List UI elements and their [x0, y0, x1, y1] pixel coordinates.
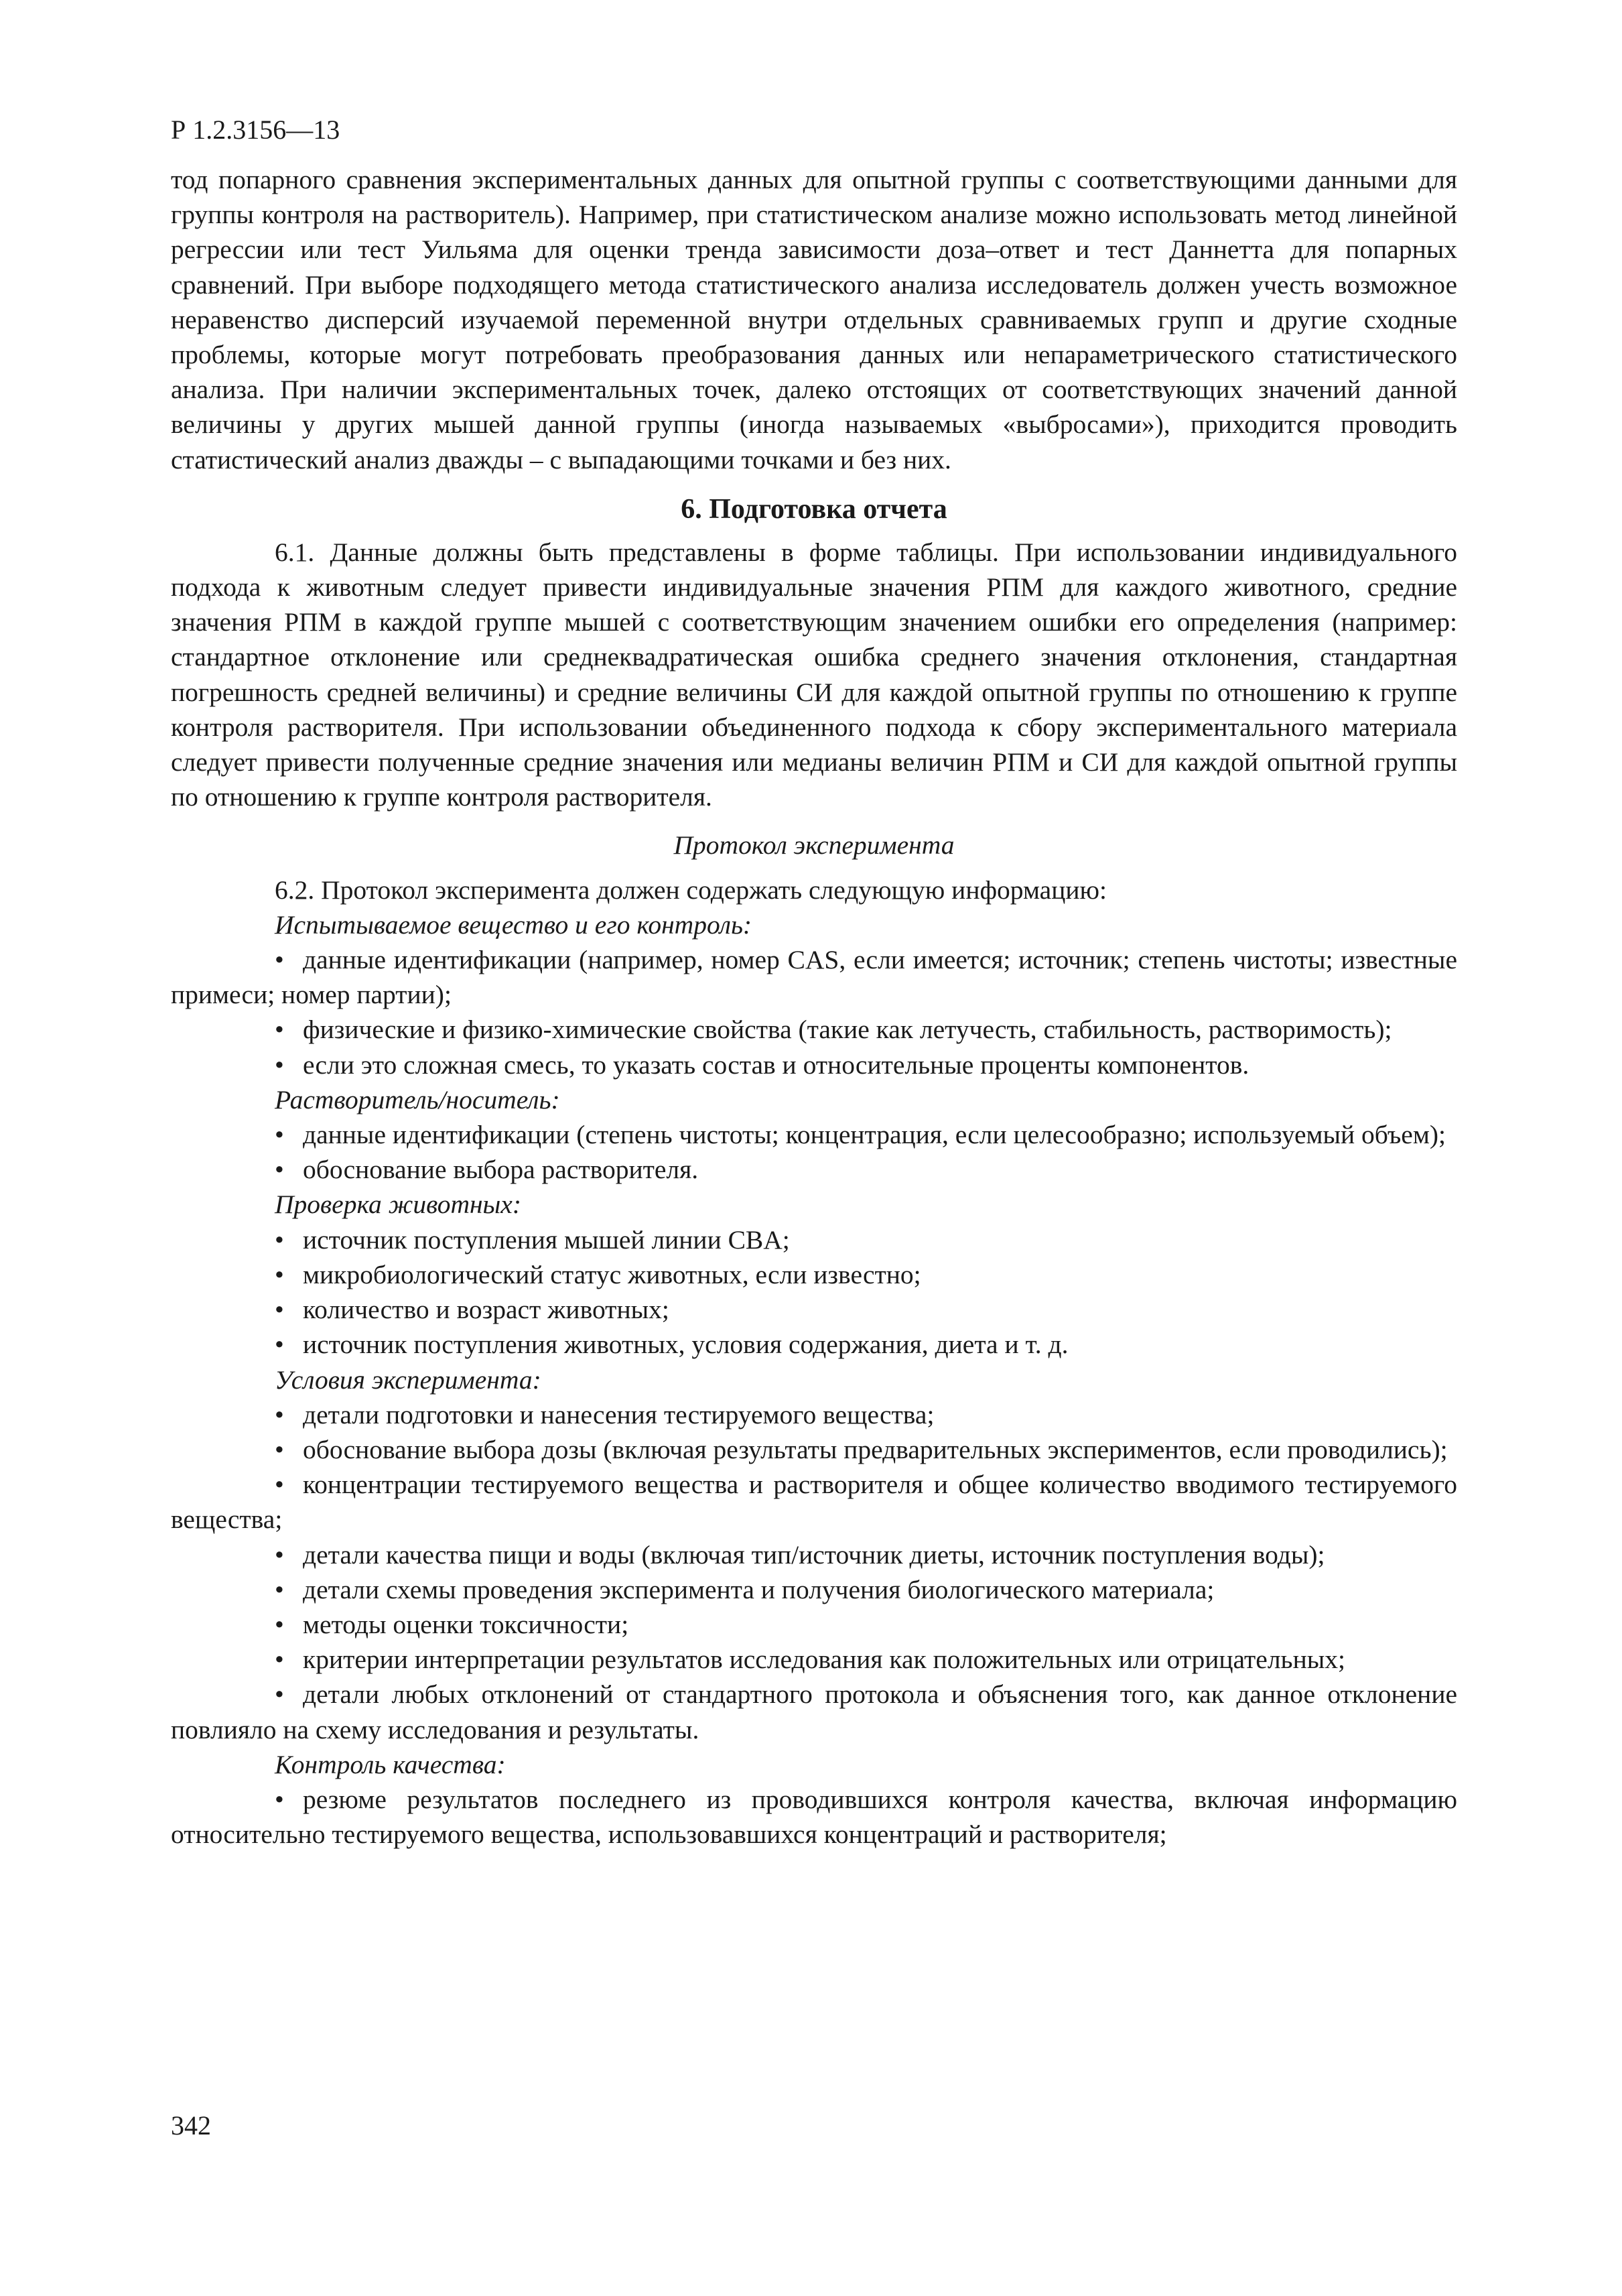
group-label-solvent: Растворитель/носитель: — [275, 1084, 560, 1114]
list-quality-control — [171, 1782, 1457, 1852]
bullet-icon: • — [275, 945, 284, 975]
bullet-icon: • — [275, 1295, 284, 1325]
list-item: • детали качества пищи и воды (включая тип/источник диеты, источник поступления воды); — [171, 1537, 1457, 1572]
list-test-substance — [171, 942, 1457, 1082]
list-item: • резюме результатов последнего из проводившихся контроля качества, включая информацию относительно тестируемого вещества, использовавшихся концентраций и растворителя; — [171, 1782, 1457, 1852]
list-item: • физические и физико-химические свойства (такие как летучесть, стабильность, растворимость); — [171, 1012, 1457, 1047]
list-animals — [171, 1222, 1457, 1362]
bullet-icon: • — [275, 1574, 284, 1604]
bullet-icon: • — [275, 1470, 284, 1500]
bullet-icon: • — [275, 1609, 284, 1639]
bullet-icon: • — [275, 1399, 284, 1429]
group-label-test-substance: Испытываемое вещество и его контроль: — [275, 909, 752, 940]
list-item: • если это сложная смесь, то указать состав и относительные проценты компонентов. — [171, 1047, 1457, 1082]
bullet-icon: • — [275, 1120, 284, 1150]
list-item: • источник поступления мышей линии CBA; — [171, 1222, 1457, 1257]
bullet-icon: • — [275, 1679, 284, 1710]
paragraph-6-2: 6.2. Протокол эксперимента должен содержать следующую информацию: — [275, 875, 1107, 905]
group-label-conditions: Условия эксперимента: — [275, 1364, 541, 1395]
list-item: • микробиологический статус животных, если известно; — [171, 1257, 1457, 1292]
bullet-icon: • — [275, 1434, 284, 1464]
intro-paragraph: тод попарного сравнения экспериментальных данных для опытной группы с соответствующими данными для группы контроля на растворитель). Например, при статистическом анализе можно использовать метод линейной регрессии или тест Уильяма для оценки тренда зависимости доза–ответ и тест Даннетта для попарных сравнений. При выборе подходящего метода статистического анализа исследователь должен учесть возможное неравенство дисперсий изучаемой переменной внутри отдельных сравниваемых групп и другие сходные проблемы, которые могут потребовать преобразования данных или непараметрического статистического анализа. При наличии экспериментальных точек, далеко отстоящих от соответствующих значений данной величины у других мышей данной группы (иногда называемых «выбросами»), приходится проводить статистический анализ дважды – с выпадающими точками и без них. — [171, 165, 1457, 474]
bullet-icon: • — [275, 1645, 284, 1675]
list-solvent — [171, 1117, 1457, 1187]
list-item: • обоснование выбора растворителя. — [171, 1152, 1457, 1187]
protocol-subtitle: Протокол эксперимента — [673, 830, 955, 860]
list-item: • детали любых отклонений от стандартного протокола и объяснения того, как данное отклонение повлияло на схему исследования и результаты. — [171, 1677, 1457, 1746]
list-item: • данные идентификации (степень чистоты; концентрация, если целесообразно; используемый объем); — [171, 1117, 1457, 1152]
list-item: • детали схемы проведения эксперимента и получения биологического материала; — [171, 1572, 1457, 1607]
bullet-icon: • — [275, 1259, 284, 1289]
page-number: 342 — [171, 2110, 211, 2141]
group-label-animals: Проверка животных: — [275, 1190, 521, 1220]
list-item: • критерии интерпретации результатов исследования как положительных или отрицательных; — [171, 1642, 1457, 1677]
bullet-icon: • — [275, 1224, 284, 1255]
paragraph-6-1: 6.1. Данные должны быть представлены в форме таблицы. При использовании индивидуального подхода к животным следует привести индивидуальные значения РПМ для каждого животного, средние значения РПМ в каждой группе мышей с соответствующим значением ошибки его определения (например: стандартное отклонение или среднеквадратическая ошибка среднего значения отклонения, стандартная погрешность средней величины) и средние величины СИ для каждой опытной группы по отношению к группе контроля растворителя. При использовании объединенного подхода к сбору экспериментального материала следует привести полученные средние значения или медианы величин РПМ и СИ для каждой опытной группы по отношению к группе контроля растворителя. — [171, 537, 1457, 812]
list-conditions — [171, 1397, 1457, 1747]
bullet-icon: • — [275, 1539, 284, 1570]
document-page — [171, 113, 1457, 1852]
list-item: • методы оценки токсичности; — [171, 1607, 1457, 1642]
bullet-icon: • — [275, 1049, 284, 1080]
list-item: • источник поступления животных, условия содержания, диета и т. д. — [171, 1327, 1457, 1362]
list-item: • концентрации тестируемого вещества и растворителя и общее количество вводимого тестируемого вещества; — [171, 1467, 1457, 1537]
bullet-icon: • — [275, 1155, 284, 1185]
group-label-quality-control: Контроль качества: — [275, 1749, 506, 1779]
bullet-icon: • — [275, 1784, 284, 1814]
document-code: Р 1.2.3156—13 — [171, 115, 340, 145]
section-title: 6. Подготовка отчета — [681, 493, 947, 525]
list-item: • детали подготовки и нанесения тестируемого вещества; — [171, 1397, 1457, 1432]
list-item: • количество и возраст животных; — [171, 1292, 1457, 1327]
bullet-icon: • — [275, 1015, 284, 1045]
list-item: • обоснование выбора дозы (включая результаты предварительных экспериментов, если проводились); — [171, 1432, 1457, 1467]
bullet-icon: • — [275, 1330, 284, 1360]
list-item: • данные идентификации (например, номер CAS, если имеется; источник; степень чистоты; известные примеси; номер партии); — [171, 942, 1457, 1012]
